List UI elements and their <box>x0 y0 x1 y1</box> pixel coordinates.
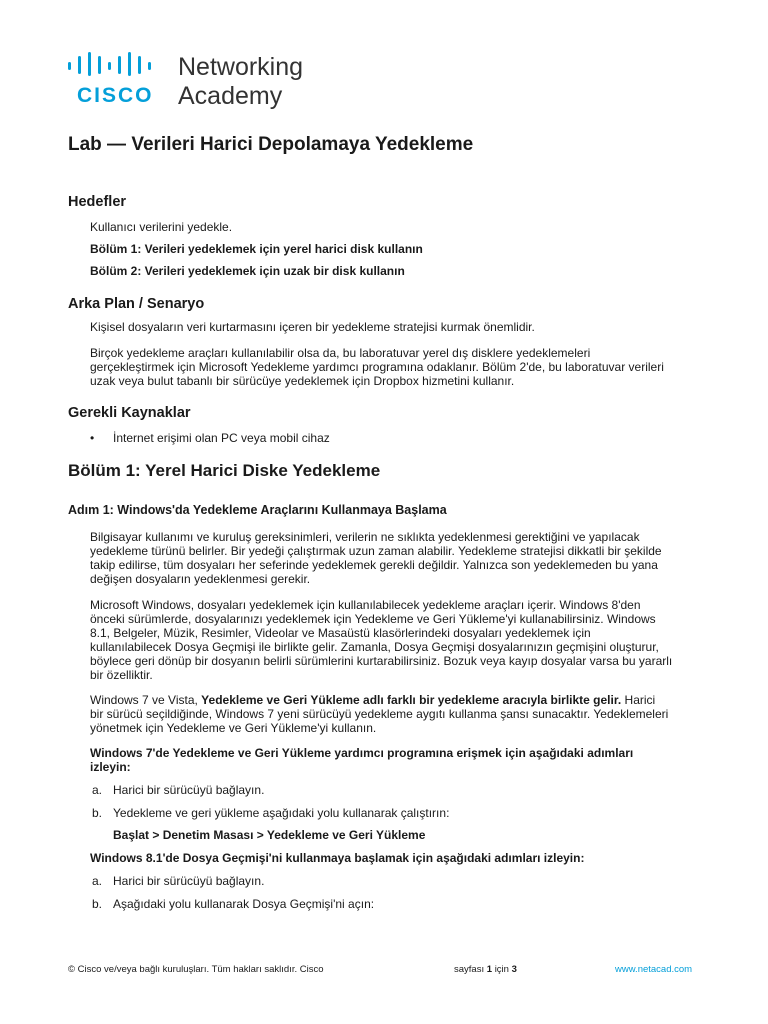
win7-path: Başlat > Denetim Masası > Yedekleme ve Geri Yükleme <box>113 828 426 842</box>
of-word: için <box>494 964 509 975</box>
objectives-heading: Hedefler <box>68 194 127 210</box>
background-heading: Arka Plan / Senaryo <box>68 296 205 312</box>
part1-paragraph-3-line: bir sürücü seçildiğinde, Windows 7 yeni sürücüyü yedekleme aygıtı kullanma şansı sunacaktır. Yedeklemeleri <box>90 707 669 721</box>
p3-bold: Yedekleme ve Geri Yükleme adlı farklı bir yedekleme aracıyla birlikte gelir. <box>201 693 622 707</box>
footer-url-link[interactable]: www.netacad.com <box>615 964 693 975</box>
win7-step: Harici bir sürücüyü bağlayın. <box>113 783 265 797</box>
p3-pre: Windows 7 ve Vista, <box>90 693 202 707</box>
part1-paragraph-1-line: takip edilirse, tüm dosyaları her seferinde yedeklemek gerekli değildir. Yalnızca son yedeklemeden bu yana <box>90 558 658 572</box>
page-number: 1 <box>486 964 493 975</box>
background-paragraph-2-line: uzak veya bulut tabanlı bir sürücüye yedeklemek için Dropbox hizmetini kullanır. <box>90 374 515 388</box>
part1-paragraph-1-line: yedekleme türünü belirler. Bir yedeği çalıştırmak uzun zaman alabilir. Yedekleme stratejisi dikkatli bir şekilde <box>90 544 662 558</box>
resource-item: İnternet erişimi olan PC veya mobil cihaz <box>113 431 330 445</box>
win81-step: Aşağıdaki yolu kullanarak Dosya Geçmişi'ni açın: <box>113 897 375 911</box>
part1-paragraph-3-line: yönetmek için Yedekleme ve Geri Yükleme'yi kullanın. <box>90 721 377 735</box>
cisco-wordmark: CISCO <box>77 84 154 107</box>
list-label: b. <box>92 897 103 911</box>
background-paragraph-2-line: Birçok yedekleme araçları kullanılabilir olsa da, bu laboratuvar yerel dış disklere yedeklemeleri <box>90 346 591 360</box>
win7-intro-line: izleyin: <box>90 760 131 774</box>
resources-heading: Gerekli Kaynaklar <box>68 405 191 421</box>
footer-copyright: © Cisco ve/veya bağlı kuruluşları. Tüm hakları saklıdır. Cisco <box>68 964 324 975</box>
part1-paragraph-2-line: bir özelliktir. <box>90 668 153 682</box>
part1-paragraph-2-line: böylece geri dönüp bir dosyanın belirli sürümlerini kurtarabilirsiniz. Bozuk veya kayıp dosyalar varsa bu yararlı <box>90 654 673 668</box>
list-label: a. <box>92 783 103 797</box>
win81-intro: Windows 8.1'de Dosya Geçmişi'ni kullanmaya başlamak için aşağıdaki adımları izleyin: <box>90 851 585 865</box>
win7-intro-line: Windows 7'de Yedekleme ve Geri Yükleme yardımcı programına erişmek için aşağıdaki adımları <box>90 746 634 760</box>
win81-step: Harici bir sürücüyü bağlayın. <box>113 874 265 888</box>
part1-paragraph-2-line: Microsoft Windows, dosyaları yedeklemek için kullanılabilecek yedekleme araçları içerir. Windows 8'den <box>90 598 641 612</box>
cisco-networking-academy-logo <box>68 52 328 112</box>
brand-academy: Academy <box>178 82 283 110</box>
step1-heading: Adım 1: Windows'da Yedekleme Araçlarını Kullanmaya Başlama <box>68 503 447 517</box>
list-label: a. <box>92 874 103 888</box>
footer-page-info <box>454 964 517 976</box>
background-paragraph-2-line: gerçekleştirmek için Microsoft Yedekleme yardımcı programına odaklanır. Bölüm 2'de, bu laboratuvar verileri <box>90 360 664 374</box>
part1-paragraph-2-line: kullanılabilecek Dosya Geçmişi ile birlikte gelir. Zamanla, Dosya Geçmişi dosyalarınızın geçmişini oluşturur, <box>90 640 659 654</box>
page-title: Lab — Verileri Harici Depolamaya Yedekleme <box>68 134 474 155</box>
objective-item: Bölüm 2: Verileri yedeklemek için uzak bir disk kullanın <box>90 264 405 278</box>
cisco-bars-icon <box>68 52 168 78</box>
objective-item: Bölüm 1: Verileri yedeklemek için yerel harici disk kullanın <box>90 242 423 256</box>
part1-paragraph-3-line <box>90 693 655 707</box>
part1-paragraph-2-line: 8.1, Belgeler, Müzik, Resimler, Videolar ve Masaüstü klasörlerindeki dosyaları yedeklemek için <box>90 626 591 640</box>
part1-paragraph-1-line: değişen dosyaların yedeklenmesi gerekir. <box>90 572 311 586</box>
bullet-icon: • <box>90 431 95 445</box>
part1-paragraph-2-line: önceki sürümlerde, dosyalarınızı yedeklemek için Yedekleme ve Geri Yükleme'yi kullanabilirsiniz. Windows <box>90 612 656 626</box>
page-word: sayfası <box>454 964 485 975</box>
p3-post: Harici <box>621 693 656 707</box>
part1-paragraph-1-line: Bilgisayar kullanımı ve kuruluş gereksinimleri, verilerin ne sıklıkta yedeklenmesi gerektiğini ve yapılacak <box>90 530 640 544</box>
part1-heading: Bölüm 1: Yerel Harici Diske Yedekleme <box>68 461 381 480</box>
brand-networking: Networking <box>178 53 304 81</box>
objective-item: Kullanıcı verilerini yedekle. <box>90 220 233 234</box>
win7-step: Yedekleme ve geri yükleme aşağıdaki yolu kullanarak çalıştırın: <box>113 806 450 820</box>
list-label: b. <box>92 806 103 820</box>
background-paragraph-1: Kişisel dosyaların veri kurtarmasını içeren bir yedekleme stratejisi kurmak önemlidir. <box>90 320 535 334</box>
page-total: 3 <box>511 964 517 975</box>
